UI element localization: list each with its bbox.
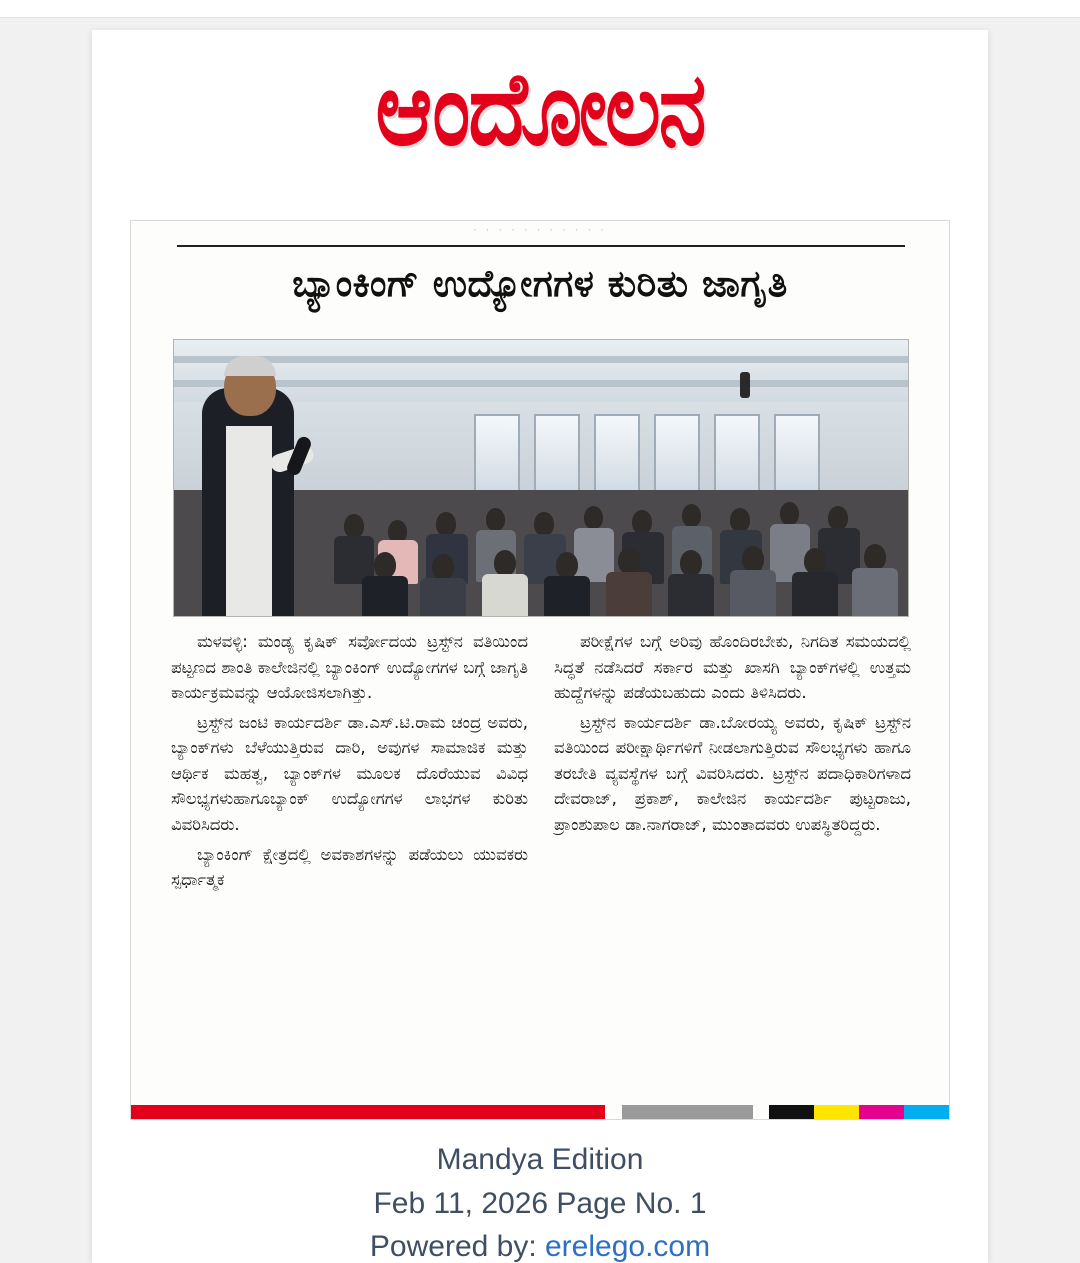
colorbar-cyan	[904, 1105, 949, 1119]
colorbar-yellow	[814, 1105, 859, 1119]
photo-window	[714, 414, 760, 498]
article-column-left	[171, 629, 528, 897]
photo-window	[534, 414, 580, 498]
colorbar-magenta	[859, 1105, 904, 1119]
newspaper-logo: ಆಂದೋಲನ	[375, 50, 705, 169]
article-clipping[interactable]	[130, 220, 950, 1120]
colorbar-grey	[622, 1105, 753, 1119]
date-page-label: Feb 11, 2026 Page No. 1	[373, 1186, 707, 1220]
paragraph: ಟ್ರಸ್ಟ್‌ನ ಜಂಟಿ ಕಾರ್ಯದರ್ಶಿ ಡಾ.ಎಸ್.ಟಿ.ರಾಮ ಚಂದ್ರ ಅವರು, ಬ್ಯಾಂಕ್‌ಗಳು ಬೆಳೆಯುತ್ತಿರುವ ದಾರಿ, ಅವುಗಳ ಸಾಮಾಜಿಕ ಮತ್ತು ಆರ್ಥಿಕ ಮಹತ್ವ, ಬ್ಯಾಂಕ್‌ಗಳ ಮೂಲಕ ದೊರೆಯುವ ವಿವಿಧ ಸೌಲಭ್ಯಗಳುಹಾಗೂಬ್ಯಾಂಕ್ ಉದ್ಯೋಗಗಳ ಲಾಭಗಳ ಕುರಿತು ವಿವರಿಸಿದರು.	[171, 712, 528, 834]
paragraph: ಟ್ರಸ್ಟ್‌ನ ಕಾರ್ಯದರ್ಶಿ ಡಾ.ಬೋರಯ್ಯ ಅವರು, ಕೃಷಿಕ್ ಟ್ರಸ್ಟ್‌ನ ವತಿಯಿಂದ ಪರೀಕ್ಷಾರ್ಥಿಗಳಿಗೆ ನೀಡಲಾಗುತ್ತಿರುವ ಸೌಲಭ್ಯಗಳು ಹಾಗೂ ತರಬೇತಿ ವ್ಯವಸ್ಥೆಗಳ ಬಗ್ಗೆ ವಿವರಿಸಿದರು. ಟ್ರಸ್ಟ್‌ನ ಪದಾಧಿಕಾರಿಗಳಾದ ದೇವರಾಜ್, ಪ್ರಕಾಶ್, ಕಾಲೇಜಿನ ಕಾರ್ಯದರ್ಶಿ ಪುಟ್ಟರಾಜು, ಪ್ರಾಂಶುಪಾಲ ಡಾ.ನಾಗರಾಜ್, ಮುಂತಾದವರು ಉಪಸ್ಥಿತರಿದ್ದರು.	[554, 712, 911, 834]
article-photo	[173, 339, 909, 617]
colorbar-red	[131, 1105, 605, 1119]
paragraph: ಬ್ಯಾಂಕಿಂಗ್ ಕ್ಷೇತ್ರದಲ್ಲಿ ಅವಕಾಶಗಳನ್ನು ಪಡೆಯಲು ಯುವಕರು ಸ್ಪರ್ಧಾತ್ಮಕ	[171, 844, 528, 890]
clipping-faint-header: · · · · · · · · · · ·	[473, 224, 607, 236]
article-body	[171, 629, 911, 897]
photo-window	[774, 414, 820, 498]
paragraph: ಪರೀಕ್ಷೆಗಳ ಬಗ್ಗೆ ಅರಿವು ಹೊಂದಿರಬೇಕು, ನಿಗದಿತ ಸಮಯದಲ್ಲಿ ಸಿದ್ಧತೆ ನಡೆಸಿದರೆ ಸರ್ಕಾರ ಮತ್ತು ಖಾಸಗಿ ಬ್ಯಾಂಕ್‌ಗಳಲ್ಲಿ ಉತ್ತಮ ಹುದ್ದೆಗಳನ್ನು ಪಡೆಯಬಹುದು ಎಂದು ತಿಳಿಸಿದರು.	[554, 632, 911, 703]
headline-rule	[177, 245, 905, 247]
photo-window	[594, 414, 640, 498]
colorbar-black	[769, 1105, 814, 1119]
powered-by-prefix: Powered by:	[369, 1230, 545, 1263]
masthead	[92, 30, 988, 175]
article-column-right	[554, 629, 911, 897]
ceiling-speaker-icon	[740, 372, 750, 398]
photo-window	[654, 414, 700, 498]
caption-block	[92, 1138, 988, 1263]
newspaper-card	[92, 30, 988, 1263]
browser-top-strip	[0, 0, 1080, 18]
article-headline: ಬ್ಯಾಂಕಿಂಗ್ ಉದ್ಯೋಗಗಳ ಕುರಿತು ಜಾಗೃತಿ	[292, 262, 788, 305]
paragraph: ಮಳವಳ್ಳಿ: ಮಂಡ್ಯ ಕೃಷಿಕ್ ಸರ್ವೋದಯ ಟ್ರಸ್ಟ್‌ನ ವತಿಯಿಂದ ಪಟ್ಟಣದ ಶಾಂತಿ ಕಾಲೇಜಿನಲ್ಲಿ ಬ್ಯಾಂಕಿಂಗ್ ಉದ್ಯೋಗಗಳ ಬಗ್ಗೆ ಜಾಗೃತಿ ಕಾರ್ಯಕ್ರಮವನ್ನು ಆಯೋಜಿಸಲಾಗಿತ್ತು.	[171, 632, 528, 703]
edition-label: Mandya Edition	[436, 1143, 644, 1176]
photo-beam	[174, 380, 908, 387]
powered-by-line	[92, 1225, 988, 1263]
print-registration-colorbar	[131, 1105, 949, 1119]
photo-window	[474, 414, 520, 498]
photo-beam	[174, 356, 908, 363]
erelego-link[interactable]: erelego.com	[545, 1230, 711, 1263]
